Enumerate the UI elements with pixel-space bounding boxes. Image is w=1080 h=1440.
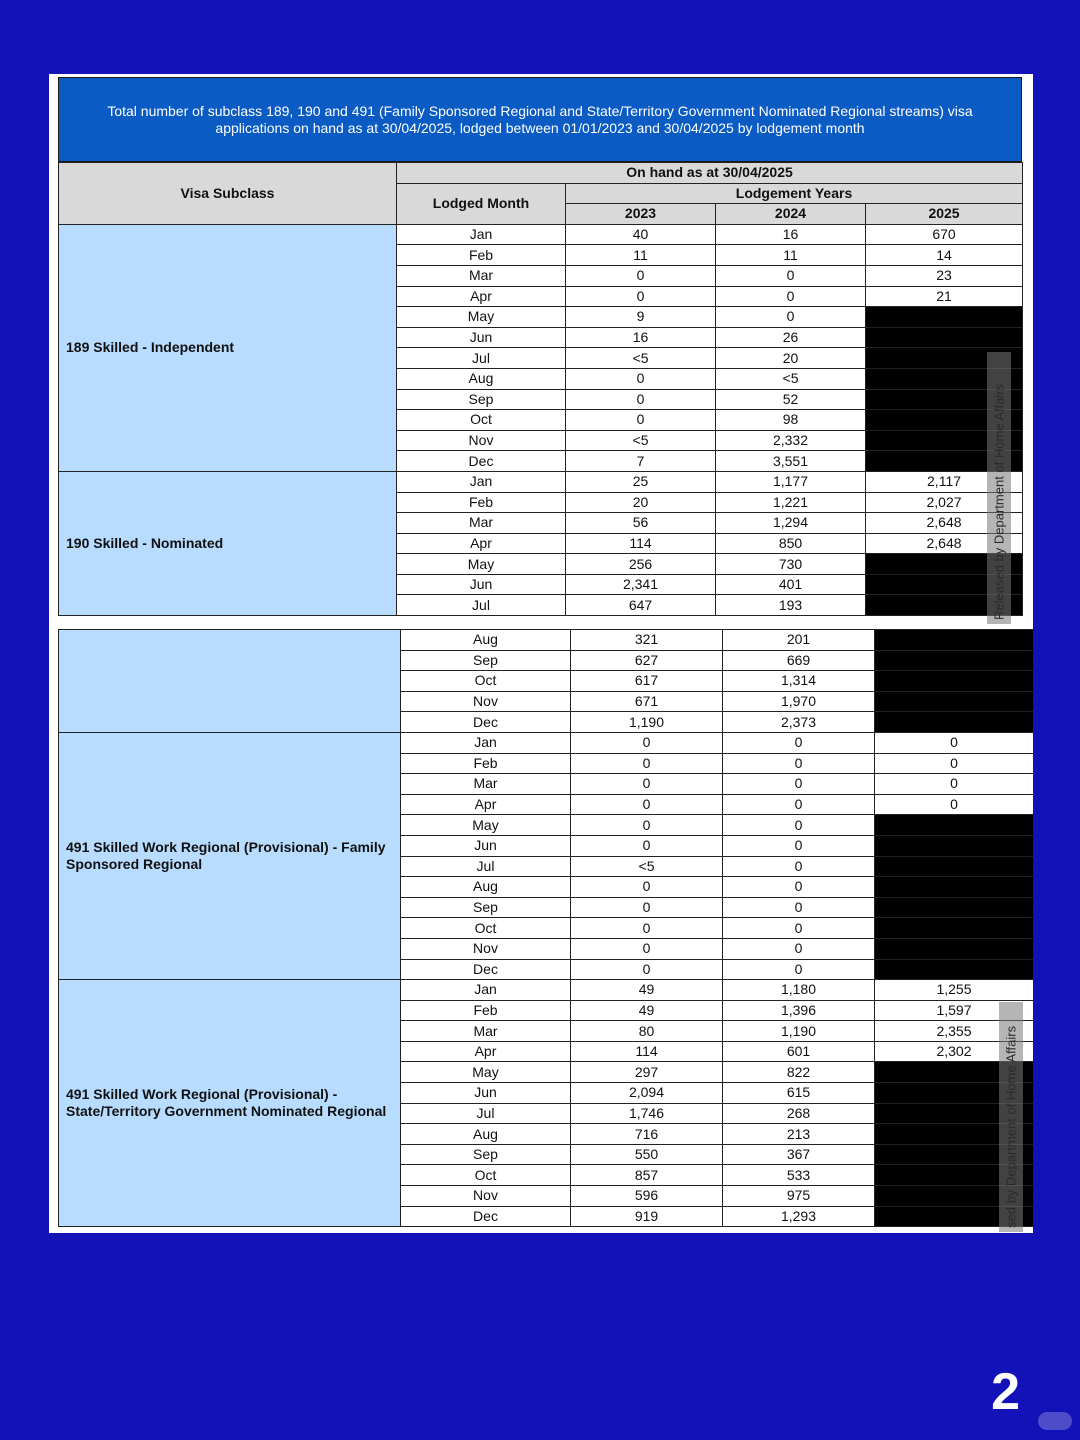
month-cell: May: [401, 815, 571, 836]
value-cell: 0: [571, 732, 723, 753]
value-cell: 20: [566, 492, 716, 513]
watermark-text: Released by Department of Home Affairs: [991, 383, 1007, 620]
month-cell: Nov: [401, 1186, 571, 1207]
value-cell: 56: [566, 513, 716, 534]
month-cell: Apr: [397, 533, 566, 554]
header-visa-subclass: Visa Subclass: [59, 163, 397, 225]
release-watermark: [987, 352, 1011, 624]
visa-subclass-cell: [59, 630, 401, 733]
redacted-cell: [866, 327, 1023, 348]
value-cell: 670: [866, 224, 1023, 245]
value-cell: 26: [716, 327, 866, 348]
value-cell: 401: [716, 574, 866, 595]
value-cell: 0: [875, 753, 1034, 774]
value-cell: 2,302: [875, 1041, 1034, 1062]
value-cell: <5: [716, 368, 866, 389]
visa-subclass-cell: 190 Skilled - Nominated: [59, 471, 397, 615]
month-cell: Dec: [401, 959, 571, 980]
month-cell: Jun: [397, 574, 566, 595]
value-cell: 0: [723, 959, 875, 980]
month-cell: Feb: [397, 245, 566, 266]
redacted-cell: [875, 856, 1034, 877]
value-cell: 1,294: [716, 513, 866, 534]
value-cell: 601: [723, 1041, 875, 1062]
value-cell: 2,332: [716, 430, 866, 451]
value-cell: 1,746: [571, 1103, 723, 1124]
month-cell: Jul: [401, 856, 571, 877]
month-cell: Feb: [401, 1000, 571, 1021]
value-cell: 1,180: [723, 980, 875, 1001]
value-cell: 2,648: [866, 533, 1023, 554]
value-cell: 596: [571, 1186, 723, 1207]
value-cell: 21: [866, 286, 1023, 307]
value-cell: 367: [723, 1144, 875, 1165]
value-cell: 0: [875, 732, 1034, 753]
value-cell: 2,094: [571, 1083, 723, 1104]
redacted-cell: [875, 630, 1034, 651]
value-cell: 40: [566, 224, 716, 245]
value-cell: 3,551: [716, 451, 866, 472]
table-row: [59, 732, 1034, 753]
value-cell: 615: [723, 1083, 875, 1104]
table-row: [59, 980, 1034, 1001]
value-cell: 0: [566, 410, 716, 431]
value-cell: 822: [723, 1062, 875, 1083]
redacted-cell: [875, 650, 1034, 671]
value-cell: <5: [566, 348, 716, 369]
value-cell: 0: [571, 794, 723, 815]
month-cell: Apr: [397, 286, 566, 307]
value-cell: 0: [875, 774, 1034, 795]
month-cell: Aug: [401, 630, 571, 651]
redacted-cell: [875, 712, 1034, 733]
table-row: [59, 471, 1023, 492]
value-cell: 0: [723, 918, 875, 939]
value-cell: 0: [723, 732, 875, 753]
value-cell: 193: [716, 595, 866, 616]
month-cell: Aug: [401, 1124, 571, 1145]
value-cell: 0: [566, 368, 716, 389]
value-cell: 1,396: [723, 1000, 875, 1021]
visa-subclass-cell: 189 Skilled - Independent: [59, 224, 397, 471]
value-cell: 23: [866, 265, 1023, 286]
month-cell: May: [397, 307, 566, 328]
value-cell: 1,190: [571, 712, 723, 733]
month-cell: Jan: [397, 224, 566, 245]
month-cell: Feb: [401, 753, 571, 774]
value-cell: 213: [723, 1124, 875, 1145]
month-cell: Sep: [401, 897, 571, 918]
value-cell: 2,341: [566, 574, 716, 595]
value-cell: 1,255: [875, 980, 1034, 1001]
value-cell: 1,314: [723, 671, 875, 692]
value-cell: 201: [723, 630, 875, 651]
value-cell: 9: [566, 307, 716, 328]
table-sheet-bottom: [49, 626, 1033, 1233]
value-cell: 730: [716, 554, 866, 575]
redacted-cell: [875, 835, 1034, 856]
value-cell: 0: [716, 286, 866, 307]
month-cell: Oct: [397, 410, 566, 431]
applications-table-part-2: [58, 629, 1034, 1227]
header-lodgement-years: Lodgement Years: [566, 183, 1023, 204]
month-cell: Jan: [401, 732, 571, 753]
month-cell: Jul: [397, 595, 566, 616]
redacted-cell: [875, 897, 1034, 918]
value-cell: 0: [571, 959, 723, 980]
value-cell: 2,355: [875, 1021, 1034, 1042]
header-year-2023: 2023: [566, 204, 716, 225]
value-cell: 0: [723, 835, 875, 856]
value-cell: 0: [723, 856, 875, 877]
value-cell: 256: [566, 554, 716, 575]
value-cell: 716: [571, 1124, 723, 1145]
visa-subclass-cell: 491 Skilled Work Regional (Provisional) - Family Sponsored Regional: [59, 732, 401, 979]
month-cell: Feb: [397, 492, 566, 513]
month-cell: Mar: [401, 1021, 571, 1042]
value-cell: 857: [571, 1165, 723, 1186]
value-cell: 2,373: [723, 712, 875, 733]
value-cell: 114: [571, 1041, 723, 1062]
value-cell: 0: [723, 753, 875, 774]
value-cell: 0: [566, 286, 716, 307]
value-cell: 0: [571, 918, 723, 939]
value-cell: 20: [716, 348, 866, 369]
value-cell: 975: [723, 1186, 875, 1207]
header-lodged-month: Lodged Month: [397, 183, 566, 224]
value-cell: 11: [716, 245, 866, 266]
table-row: [59, 630, 1034, 651]
value-cell: 1,293: [723, 1206, 875, 1227]
header-year-2024: 2024: [716, 204, 866, 225]
month-cell: Jun: [397, 327, 566, 348]
redacted-cell: [875, 877, 1034, 898]
redacted-cell: [875, 815, 1034, 836]
month-cell: Jan: [397, 471, 566, 492]
value-cell: 0: [571, 897, 723, 918]
value-cell: 850: [716, 533, 866, 554]
month-cell: Oct: [401, 918, 571, 939]
month-cell: Oct: [401, 1165, 571, 1186]
value-cell: 49: [571, 980, 723, 1001]
table-row: [59, 224, 1023, 245]
value-cell: 0: [566, 265, 716, 286]
month-cell: Mar: [397, 265, 566, 286]
redacted-cell: [875, 691, 1034, 712]
value-cell: 321: [571, 630, 723, 651]
month-cell: Apr: [401, 794, 571, 815]
month-cell: Aug: [397, 368, 566, 389]
value-cell: 1,221: [716, 492, 866, 513]
value-cell: 25: [566, 471, 716, 492]
month-cell: Sep: [401, 650, 571, 671]
value-cell: 7: [566, 451, 716, 472]
value-cell: 1,597: [875, 1000, 1034, 1021]
value-cell: 0: [566, 389, 716, 410]
month-cell: Jun: [401, 1083, 571, 1104]
month-cell: Dec: [401, 712, 571, 733]
redacted-cell: [875, 671, 1034, 692]
value-cell: 0: [716, 307, 866, 328]
value-cell: 2,117: [866, 471, 1023, 492]
value-cell: 0: [723, 815, 875, 836]
month-cell: May: [397, 554, 566, 575]
header-on-hand: On hand as at 30/04/2025: [397, 163, 1023, 184]
value-cell: 1,190: [723, 1021, 875, 1042]
value-cell: 1,970: [723, 691, 875, 712]
table-sheet-top: [49, 74, 1033, 626]
value-cell: <5: [571, 856, 723, 877]
value-cell: 647: [566, 595, 716, 616]
value-cell: 49: [571, 1000, 723, 1021]
applications-table-part-1: [58, 162, 1023, 616]
value-cell: 80: [571, 1021, 723, 1042]
value-cell: 669: [723, 650, 875, 671]
value-cell: 0: [723, 877, 875, 898]
value-cell: 114: [566, 533, 716, 554]
month-cell: Mar: [397, 513, 566, 534]
value-cell: 0: [723, 938, 875, 959]
value-cell: 617: [571, 671, 723, 692]
month-cell: Dec: [397, 451, 566, 472]
header-year-2025: 2025: [866, 204, 1023, 225]
value-cell: 11: [566, 245, 716, 266]
value-cell: 0: [723, 897, 875, 918]
value-cell: 14: [866, 245, 1023, 266]
value-cell: 0: [571, 835, 723, 856]
month-cell: Jun: [401, 835, 571, 856]
month-cell: Nov: [401, 938, 571, 959]
month-cell: Oct: [401, 671, 571, 692]
corner-badge: [1038, 1412, 1072, 1430]
month-cell: Mar: [401, 774, 571, 795]
release-watermark: [999, 1002, 1023, 1232]
value-cell: 0: [875, 794, 1034, 815]
value-cell: 0: [571, 877, 723, 898]
value-cell: 671: [571, 691, 723, 712]
month-cell: Dec: [401, 1206, 571, 1227]
month-cell: Jul: [397, 348, 566, 369]
redacted-cell: [875, 938, 1034, 959]
table-title: Total number of subclass 189, 190 and 491 (Family Sponsored Regional and State/Territory Government Nominated Regional streams) visa applications on hand as at 30/04/2025, lodged between 01/01/2023 and 30/04/2025 by lodgement month: [58, 77, 1022, 162]
value-cell: 16: [716, 224, 866, 245]
value-cell: 52: [716, 389, 866, 410]
month-cell: Jul: [401, 1103, 571, 1124]
value-cell: 1,177: [716, 471, 866, 492]
month-cell: Sep: [397, 389, 566, 410]
month-cell: Sep: [401, 1144, 571, 1165]
month-cell: Nov: [397, 430, 566, 451]
value-cell: 550: [571, 1144, 723, 1165]
redacted-cell: [875, 959, 1034, 980]
value-cell: 297: [571, 1062, 723, 1083]
value-cell: 2,027: [866, 492, 1023, 513]
value-cell: 0: [571, 753, 723, 774]
month-cell: May: [401, 1062, 571, 1083]
visa-subclass-cell: 491 Skilled Work Regional (Provisional) - State/Territory Government Nominated Regional: [59, 980, 401, 1227]
value-cell: 16: [566, 327, 716, 348]
value-cell: 0: [716, 265, 866, 286]
month-cell: Nov: [401, 691, 571, 712]
value-cell: 0: [723, 774, 875, 795]
month-cell: Apr: [401, 1041, 571, 1062]
redacted-cell: [875, 918, 1034, 939]
value-cell: 919: [571, 1206, 723, 1227]
value-cell: 533: [723, 1165, 875, 1186]
page-number: 2: [991, 1363, 1020, 1421]
month-cell: Aug: [401, 877, 571, 898]
watermark-text: sed by Department of Home Affairs: [1003, 1025, 1019, 1228]
value-cell: 0: [571, 938, 723, 959]
value-cell: 0: [723, 794, 875, 815]
value-cell: 268: [723, 1103, 875, 1124]
value-cell: 98: [716, 410, 866, 431]
value-cell: <5: [566, 430, 716, 451]
value-cell: 0: [571, 774, 723, 795]
value-cell: 2,648: [866, 513, 1023, 534]
redacted-cell: [866, 307, 1023, 328]
value-cell: 0: [571, 815, 723, 836]
month-cell: Jan: [401, 980, 571, 1001]
value-cell: 627: [571, 650, 723, 671]
